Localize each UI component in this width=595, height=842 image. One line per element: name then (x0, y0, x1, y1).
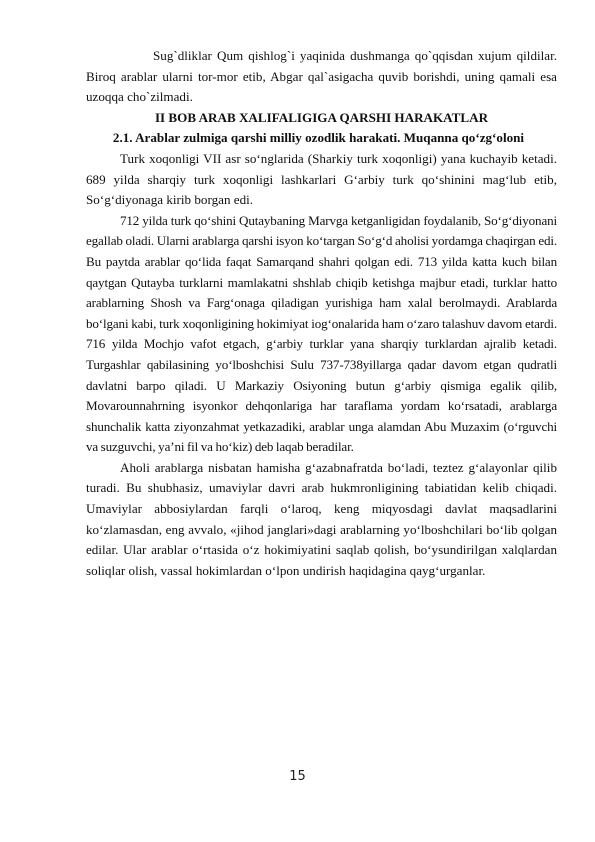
section-heading: 2.1. Arablar zulmiga qarshi milliy ozodlik harakati. Muqanna qo‘zg‘oloni (112, 130, 525, 146)
chapter-heading: II BOB ARAB XALIFALIGIGA QARSHI HARAKATLAR (154, 109, 489, 125)
intro-paragraph: Sug`dliklar Qum qishlog`i yaqinida dushmanga qo`qqisdan xujum qildilar. Biroq arablar ularni tor-mor etib, Abgar qal`asigacha quvib borishdi, uning qamali esa uzoqqa cho`zilmadi. (86, 48, 557, 105)
body-paragraph-1: Turk xoqonligi VII asr so‘nglarida (Sharkiy turk xoqonligi) yana kuchayib ketadi. 689 yilda sharqiy turk xoqonligi lashkarlari G‘arbiy turk qo‘shinini mag‘lub etib, So‘g‘diyonaga kirib borgan edi. (86, 150, 557, 208)
page-number: 15 (289, 769, 306, 784)
body-paragraph-2: 712 yilda turk qo‘shini Qutaybaning Marvga ketganligidan foydalanib, So‘g‘diyonani egallab oladi. Ularni arablarga qarshi isyon ko‘targan So‘g‘d aholisi yordamga chaqirgan edi. Bu paytda arablar qo‘lida faqat Samarqand shahri qolgan edi. 713 yilda katta kuch bilan qaytgan Qutayba turklarni mamlakatni shshlab chiqib ketishga majbur etadi, turklar hatto arablarning Shosh va Farg‘onaga qiladigan yurishiga ham xalal berolmaydi. Arablarda bo‘lgani kabi, turk xoqonligining hokimiyat iog‘onalarida ham o‘zaro talashuv davom etardi. 716 yilda Mochjo vafot etgach, g‘arbiy turklar yana sharqiy turklardan ajralib ketadi. Turgashlar qabilasining yo‘lboshchisi Sulu 737-738yillarga qadar davom etgan qudratli davlatni barpo qiladi. U Markaziy Osiyoning butun g‘arbiy qismiga egalik qilib, Movarounnahrning isyonkor dehqonlariga har taraflama yordam ko‘rsatadi, arablarga shunchalik katta ziyonzahmat yetkazadiki, arablar unga alamdan Abu Muzaxim (o‘rguvchi va suzguvchi, ya’ni fil va ho‘kiz) deb laqab beradilar. (86, 212, 557, 455)
page-content (86, 46, 557, 581)
body-paragraph-3: Aholi arablarga nisbatan hamisha g‘azabnafratda bo‘ladi, teztez g‘alayonlar qilib turadi. Bu shubhasiz, umaviylar davri arab hukmronligining tabiatidan kelib chiqadi. Umaviylar abbosiylardan farqli o‘laroq, keng miqyosdagi davlat maqsadlarini ko‘zlamasdan, eng avvalo, «jihod janglari»dagi arablarning yo‘lboshchilari bo‘lib qolgan edilar. Ular arablar o‘rtasida o‘z hokimiyatini saqlab qolish, bo‘ysundirilgan xalqlardan soliqlar olish, vassal hokimlardan o‘lpon undirish haqidagina qayg‘urganlar. (86, 459, 557, 578)
